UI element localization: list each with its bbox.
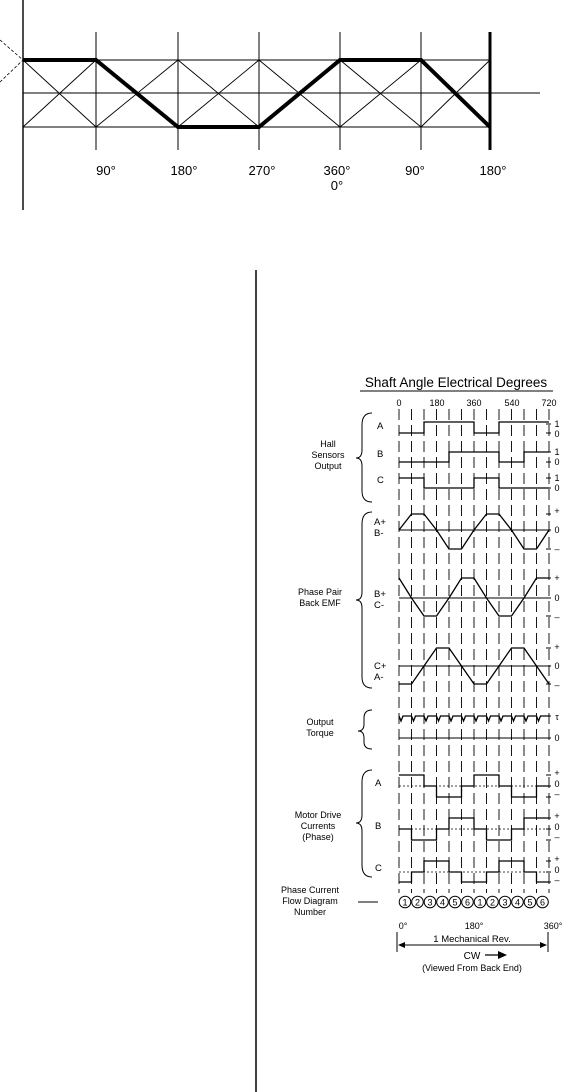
flow-number: 4 xyxy=(514,897,521,908)
emf-level-plus: + xyxy=(554,506,560,516)
torque-level-tau: τ xyxy=(555,712,559,722)
cw-label: CW xyxy=(463,951,481,962)
hall-level-0: 0 xyxy=(554,429,560,439)
trap-label-90b: 90° xyxy=(405,163,425,178)
hall-row-c: C xyxy=(377,475,384,486)
current-level-minus: – xyxy=(554,832,560,842)
emf-level-minus: – xyxy=(554,544,560,554)
hall-level-1: 1 xyxy=(554,473,560,483)
emf-level-plus: + xyxy=(554,573,560,583)
current-row-c: C xyxy=(375,863,382,874)
current-b-wave xyxy=(399,818,549,840)
currents-brace xyxy=(356,770,372,877)
bottom-tick-180: 180° xyxy=(464,921,484,931)
emf-level-zero: 0 xyxy=(554,593,560,603)
emf-row-3-b: A- xyxy=(374,672,384,683)
flow-number: 6 xyxy=(539,897,546,908)
bottom-tick-360: 360° xyxy=(543,921,563,931)
current-row-a: A xyxy=(375,778,382,789)
flow-number: 3 xyxy=(502,897,508,908)
trap-label-0: 0° xyxy=(330,178,344,193)
emf-level-zero: 0 xyxy=(554,661,560,671)
bottom-tick-0: 0° xyxy=(398,921,408,931)
emf-brace xyxy=(356,512,372,688)
flow-number: 6 xyxy=(464,897,471,908)
currents-group-label: Motor Drive Currents (Phase) xyxy=(294,810,342,842)
emf-group-label: Phase Pair Back EMF xyxy=(297,587,343,608)
emf-level-plus: + xyxy=(554,642,560,652)
emf-row-1-a: A+ xyxy=(374,517,386,528)
flow-group-label: Phase Current Flow Diagram Number xyxy=(280,885,340,917)
current-level-plus: + xyxy=(554,768,560,778)
mech-rev-label: 1 Mechanical Rev. xyxy=(433,934,511,945)
flow-number: 2 xyxy=(489,897,496,908)
current-level-zero: 0 xyxy=(554,779,560,789)
trap-label-90: 90° xyxy=(96,163,116,178)
flow-number: 3 xyxy=(427,897,433,908)
hall-level-0: 0 xyxy=(554,457,560,467)
current-level-minus: – xyxy=(554,875,560,885)
trap-label-180b: 180° xyxy=(479,163,507,178)
current-level-plus: + xyxy=(554,854,560,864)
hall-row-a: A xyxy=(377,421,384,432)
hall-brace xyxy=(356,413,372,502)
trap-label-180: 180° xyxy=(170,163,198,178)
hall-c-wave xyxy=(399,478,549,488)
hall-level-0: 0 xyxy=(554,483,560,493)
emf-level-minus: – xyxy=(554,612,560,622)
emf-level-zero: 0 xyxy=(554,525,560,535)
top-tick-720: 720 xyxy=(541,398,557,408)
torque-level-zero: 0 xyxy=(554,733,560,743)
flow-number: 1 xyxy=(402,897,408,908)
torque-group-label: Output Torque xyxy=(306,717,334,738)
hall-group-label: Hall Sensors Output xyxy=(311,439,345,471)
trapezoid-waveform-diagram xyxy=(0,0,540,210)
current-row-b: B xyxy=(375,821,382,832)
emf-row-3-a: C+ xyxy=(374,661,387,672)
current-level-zero: 0 xyxy=(554,865,560,875)
current-level-minus: – xyxy=(554,789,560,799)
top-tick-360: 360 xyxy=(466,398,482,408)
top-tick-540: 540 xyxy=(504,398,520,408)
top-tick-0: 0 xyxy=(396,398,402,408)
flow-number: 5 xyxy=(527,897,533,908)
hall-row-b: B xyxy=(377,449,384,460)
current-level-plus: + xyxy=(554,811,560,821)
emf-row-1-b: B- xyxy=(374,528,384,539)
hall-level-1: 1 xyxy=(554,447,560,457)
flow-number: 4 xyxy=(439,897,446,908)
emf-row-2-b: C- xyxy=(374,600,385,611)
trap-label-270: 270° xyxy=(248,163,276,178)
trap-label-360: 360° xyxy=(323,163,351,178)
emf-level-minus: – xyxy=(554,680,560,690)
hall-a-wave xyxy=(399,422,549,433)
torque-brace xyxy=(358,710,372,749)
viewed-from-label: (Viewed From Back End) xyxy=(422,963,522,973)
flow-number: 1 xyxy=(477,897,483,908)
flow-number: 5 xyxy=(452,897,458,908)
flow-number: 2 xyxy=(414,897,421,908)
commutation-timing-diagram xyxy=(281,375,563,973)
current-level-zero: 0 xyxy=(554,822,560,832)
top-tick-180: 180 xyxy=(429,398,445,408)
hall-level-1: 1 xyxy=(554,419,560,429)
emf-row-2-a: B+ xyxy=(374,589,386,600)
timing-title: Shaft Angle Electrical Degrees xyxy=(364,375,548,390)
